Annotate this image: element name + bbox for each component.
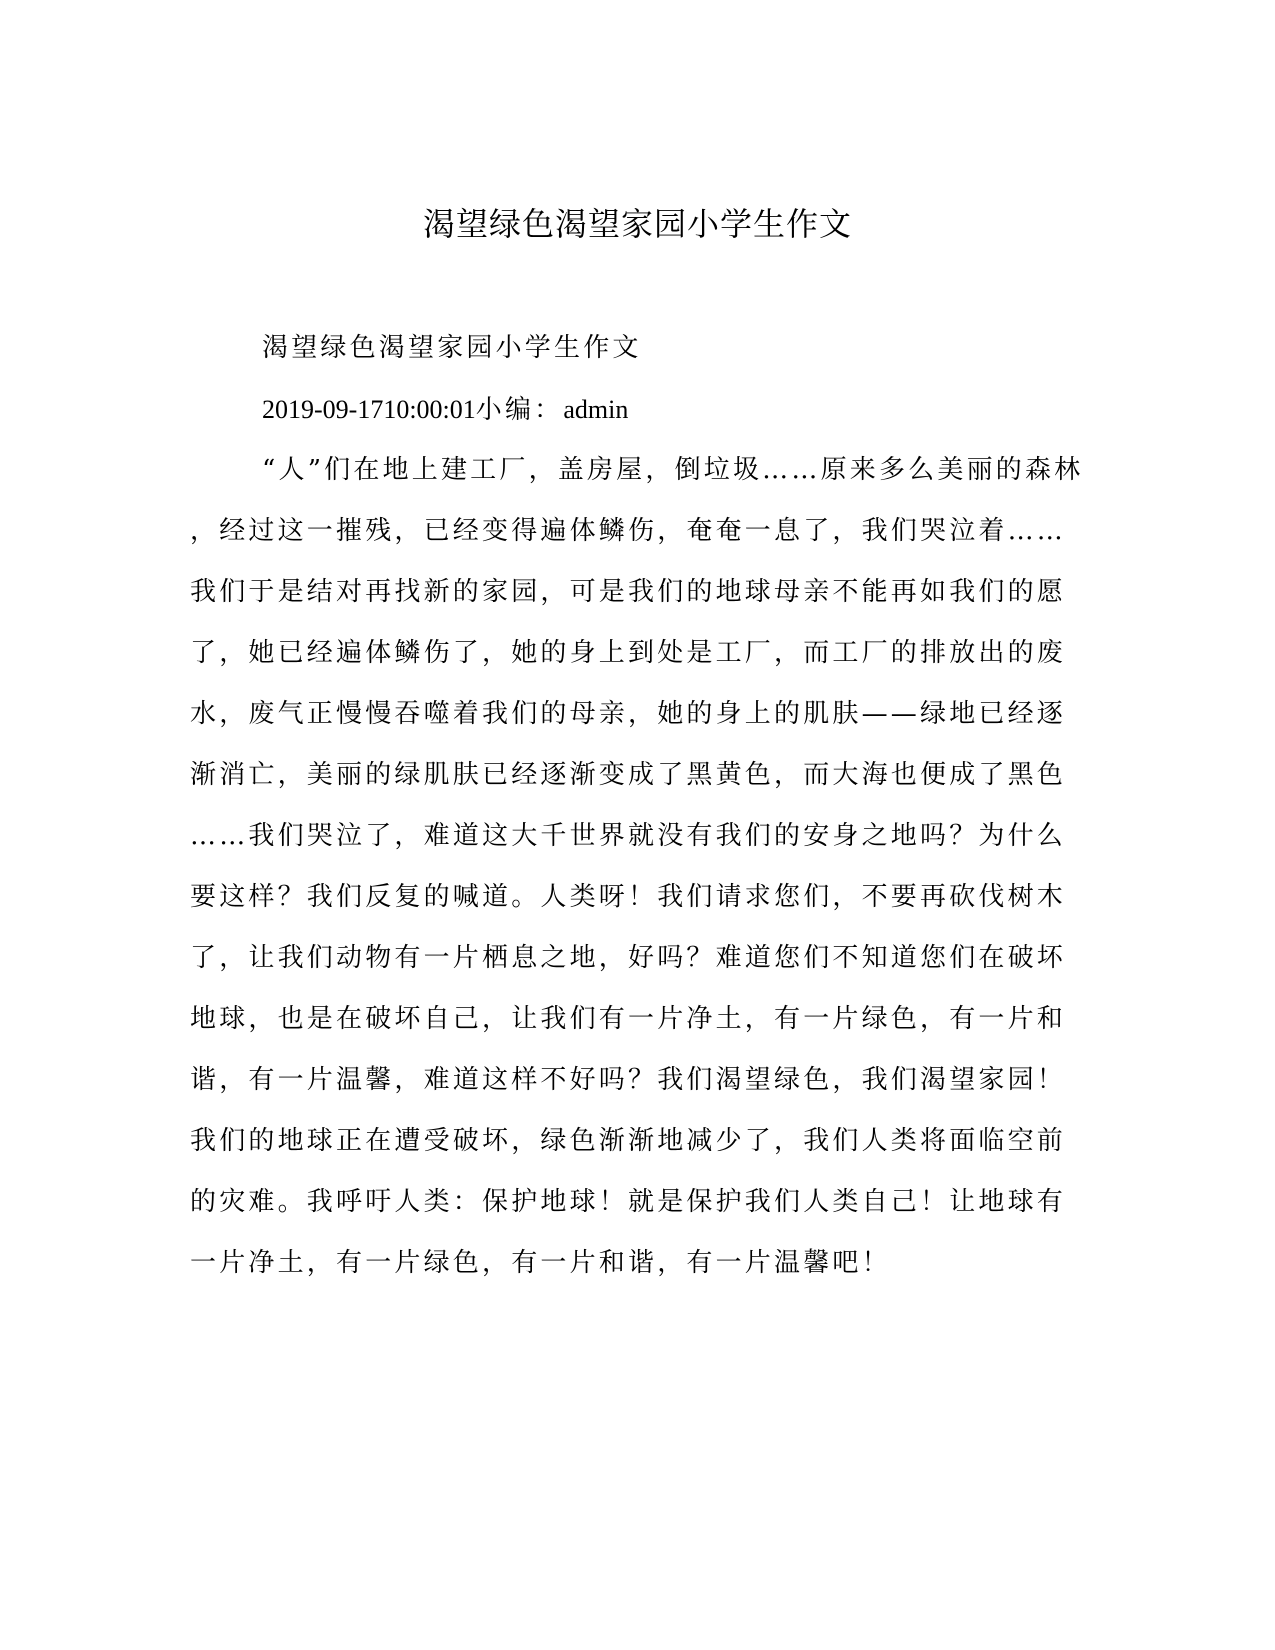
paragraph-line: 我们于是结对再找新的家园，可是我们的地球母亲不能再如我们的愿 [190, 577, 1067, 607]
paragraph-line: 地球，也是在破坏自己，让我们有一片净土，有一片绿色，有一片和 [190, 1004, 1067, 1034]
document-title: 渴望绿色渴望家园小学生作文 [422, 205, 852, 243]
paragraph-line: ，经过这一摧残，已经变得遍体鳞伤，奄奄一息了，我们哭泣着…… [190, 516, 1067, 546]
publish-date: 2019-09-1710:00:01 [262, 395, 476, 424]
paragraph-line: 水，废气正慢慢吞噬着我们的母亲，她的身上的肌肤——绿地已经逐 [190, 699, 1067, 729]
paragraph-line: 谐，有一片温馨，难道这样不好吗？我们渴望绿色，我们渴望家园！ [190, 1065, 1067, 1095]
paragraph-line: 渐消亡，美丽的绿肌肤已经逐渐变成了黑黄色，而大海也便成了黑色 [190, 760, 1067, 790]
document-body [190, 318, 1084, 1294]
paragraph-line: 了，让我们动物有一片栖息之地，好吗？难道您们不知道您们在破坏 [190, 943, 1067, 973]
paragraph-line: 要这样？我们反复的喊道。人类呀！我们请求您们，不要再砍伐树木 [190, 882, 1067, 912]
editor-name: admin [563, 395, 629, 424]
paragraph-line: 了，她已经遍体鳞伤了，她的身上到处是工厂，而工厂的排放出的废 [190, 638, 1067, 668]
paragraph-line: ……我们哭泣了，难道这大千世界就没有我们的安身之地吗？为什么 [190, 821, 1067, 851]
meta-line [190, 379, 1070, 440]
paragraph-line: “人”们在地上建工厂，盖房屋，倒垃圾……原来多么美丽的森林 [262, 455, 1084, 485]
paragraph-line: 我们的地球正在遭受破坏，绿色渐渐地减少了，我们人类将面临空前 [190, 1126, 1067, 1156]
paragraph-line: 一片净土，有一片绿色，有一片和谐，有一片温馨吧！ [190, 1248, 891, 1278]
subtitle-line: 渴望绿色渴望家园小学生作文 [262, 333, 642, 363]
paragraph-line: 的灾难。我呼吁人类：保护地球！就是保护我们人类自己！让地球有 [190, 1187, 1067, 1217]
editor-label: 小编： [475, 395, 564, 425]
